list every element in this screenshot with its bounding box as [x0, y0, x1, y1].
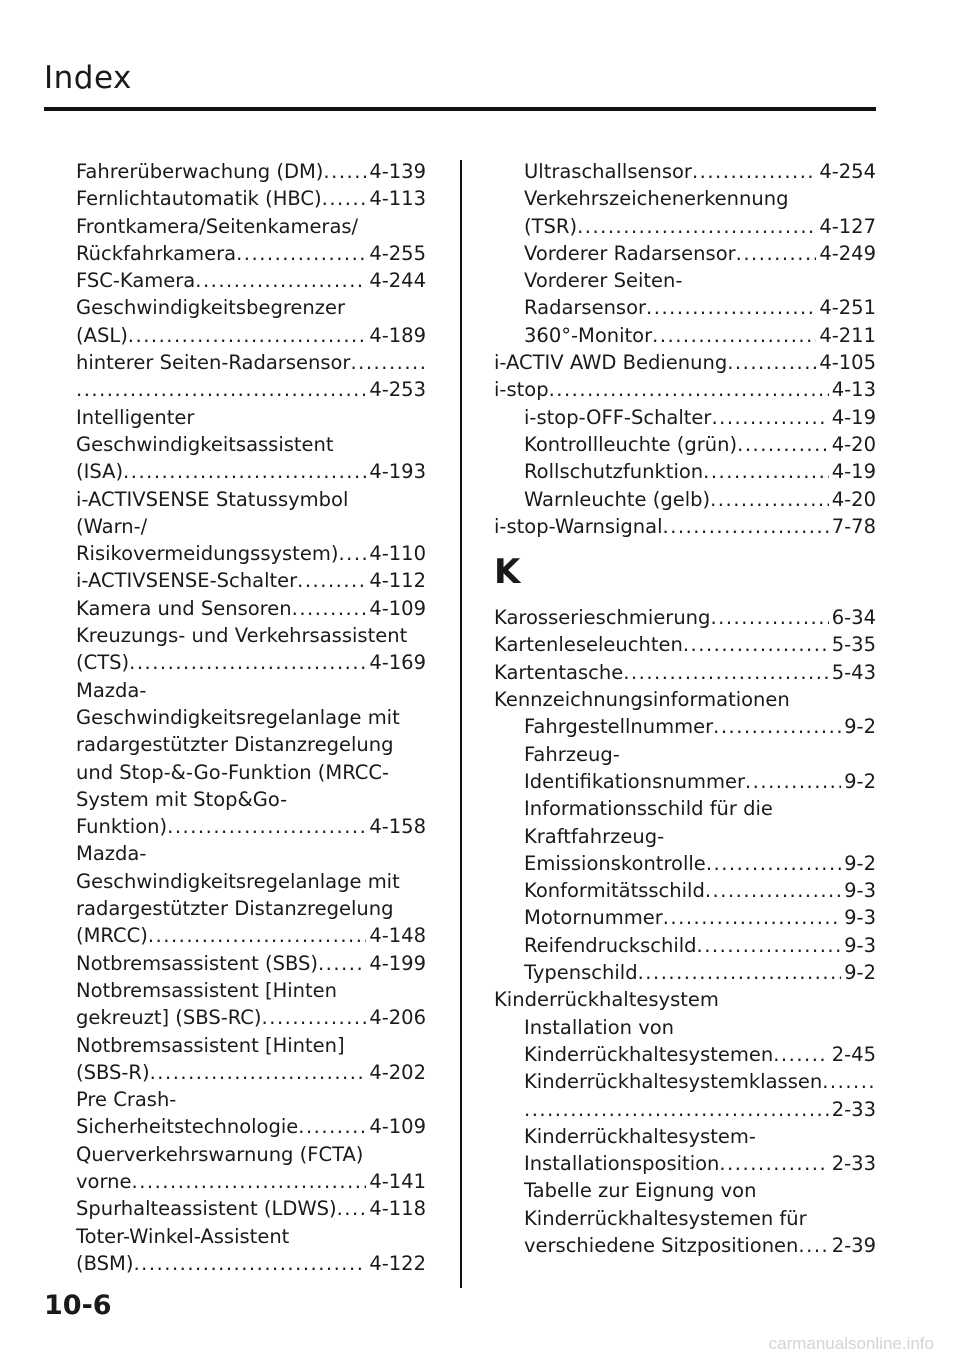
index-entry [76, 840, 426, 867]
index-entry-label: Radarsensor [524, 296, 647, 320]
index-entry-label: Emissionskontrolle [524, 851, 706, 875]
index-entry-label: Identifikationsnummer [524, 769, 745, 793]
index-entry [76, 649, 426, 676]
index-entry-label: Notbremsassistent [Hinten] [76, 1033, 345, 1057]
index-entry-page: 2-33 [831, 1097, 876, 1121]
index-entry [76, 540, 426, 567]
index-entry [494, 1068, 876, 1095]
index-entry-label: Fahrerüberwachung (DM) [76, 160, 324, 183]
index-entry-label: Kinderrückhaltesystem [494, 988, 719, 1012]
index-entry-label: Vorderer Seiten- [524, 269, 683, 293]
index-entry-label: Reifendruckschild [524, 933, 697, 957]
index-entry [494, 904, 876, 931]
dot-leader [133, 1250, 366, 1277]
index-entry [76, 1004, 426, 1031]
index-entry [494, 1177, 876, 1204]
page-number: 10-6 [44, 1290, 112, 1321]
index-entry-page: 5-43 [831, 660, 876, 684]
index-entry-label: Rollschutzfunktion [524, 460, 704, 484]
dot-leader [577, 213, 816, 240]
index-entry [494, 431, 876, 458]
index-entry [76, 1168, 426, 1195]
index-entry [76, 868, 426, 895]
index-entry-page: 4-202 [369, 1060, 426, 1084]
index-entry-page: 4-148 [369, 924, 426, 948]
index-entry [494, 932, 876, 959]
index-entry-label: Tabelle zur Eignung von [524, 1179, 757, 1203]
index-entry [76, 622, 426, 649]
index-entry-label: Kennzeichnungsinformationen [494, 688, 790, 712]
index-entry-label: (TSR) [524, 214, 578, 238]
dot-leader [236, 240, 366, 267]
dot-leader [663, 904, 841, 931]
index-entry [76, 185, 426, 212]
index-entry-page: 4-13 [831, 378, 876, 402]
index-entry [494, 1123, 876, 1150]
watermark: carmanualsonline.info [768, 1334, 934, 1353]
section-letter-heading: K [494, 552, 521, 593]
index-entry [76, 458, 426, 485]
index-entry-label: Konformitätsschild [524, 879, 705, 903]
index-entry [494, 659, 876, 686]
index-entry [494, 213, 876, 240]
index-entry [494, 322, 876, 349]
index-entry-label: (Warn-/ [76, 514, 148, 538]
index-entry [494, 486, 876, 513]
index-entry [76, 1195, 426, 1222]
index-entry [76, 431, 426, 458]
index-entry [494, 1232, 876, 1259]
dot-leader [350, 349, 426, 376]
index-entry [76, 267, 426, 294]
index-entry-label: Geschwindigkeitsbegrenzer [76, 296, 346, 320]
index-entry-label: i-stop [494, 378, 549, 402]
index-entry [494, 404, 876, 431]
index-entry [494, 376, 876, 403]
dot-leader [132, 1168, 367, 1195]
index-entry [494, 1096, 876, 1123]
index-entry-label: Kreuzungs- und Verkehrsassistent [76, 624, 408, 648]
index-entry-label: i-stop-Warnsignal [494, 514, 663, 538]
dot-leader [76, 376, 366, 403]
index-entry [76, 595, 426, 622]
index-entry [76, 1223, 426, 1250]
index-entry-page: 6-34 [831, 606, 876, 630]
dot-leader [337, 1195, 367, 1222]
index-entry [76, 1250, 426, 1277]
index-entry [494, 1150, 876, 1177]
index-entry-label: Sicherheitstechnologie [76, 1115, 299, 1139]
dot-leader [297, 567, 366, 594]
index-entry-label: Fernlichtautomatik (HBC) [76, 187, 322, 211]
index-entry [494, 741, 876, 768]
index-entry-page: 4-127 [819, 214, 876, 238]
dot-leader [195, 267, 366, 294]
index-entry-label: Rückfahrkamera [76, 241, 237, 265]
index-entry [494, 185, 876, 212]
dot-leader [737, 431, 829, 458]
index-entry-label: Kartentasche [494, 660, 624, 684]
dot-leader [298, 1113, 366, 1140]
dot-leader [703, 458, 829, 485]
dot-leader [652, 322, 816, 349]
index-entry [494, 795, 876, 822]
dot-leader [719, 1150, 828, 1177]
page-title: Index [44, 60, 132, 96]
dot-leader [745, 768, 841, 795]
index-entry-label: Typenschild [524, 961, 638, 985]
index-entry-label: (BSM) [76, 1251, 134, 1275]
index-entry-page: 9-3 [844, 933, 876, 957]
index-entry [76, 677, 426, 704]
index-entry [494, 631, 876, 658]
index-entry-label: Warnleuchte (gelb) [524, 487, 711, 511]
index-entry-page: 2-33 [831, 1152, 876, 1176]
index-entry-label: Frontkamera/Seitenkameras/ [76, 214, 359, 238]
index-entry-label: 360°-Monitor [524, 323, 653, 347]
index-entry-page: 4-169 [369, 651, 426, 675]
index-entry-label: verschiedene Sitzpositionen [524, 1233, 799, 1257]
index-entry [494, 294, 876, 321]
index-entry-page: 4-113 [369, 187, 426, 211]
index-entry-label: Kartenleseleuchten [494, 633, 683, 657]
index-entry [76, 322, 426, 349]
index-entry-page: 4-199 [369, 951, 426, 975]
index-entry-page: 4-20 [831, 487, 876, 511]
index-entry-page: 4-253 [369, 378, 426, 402]
dot-leader [322, 185, 367, 212]
index-entry [494, 686, 876, 713]
index-entry-label: (ISA) [76, 460, 124, 484]
index-entry-page: 4-249 [819, 241, 876, 265]
dot-leader [710, 486, 829, 513]
index-entry-page: 4-122 [369, 1251, 426, 1275]
index-entry [76, 759, 426, 786]
index-entry-label: Geschwindigkeitsassistent [76, 432, 334, 456]
index-entry-label: Spurhalteassistent (LDWS) [76, 1197, 337, 1221]
index-entry [76, 1032, 426, 1059]
index-entry-page: 9-2 [844, 715, 876, 739]
dot-leader [167, 813, 366, 840]
index-entry-label: System mit Stop&Go- [76, 787, 288, 811]
index-entry-page: 4-109 [369, 596, 426, 620]
index-entry-label: Geschwindigkeitsregelanlage mit [76, 705, 400, 729]
index-entry-label: Installationsposition [524, 1152, 720, 1176]
index-entry-label: Kinderrückhaltesystem- [524, 1124, 756, 1148]
index-entry [494, 823, 876, 850]
index-entry-label: Toter-Winkel-Assistent [76, 1224, 290, 1248]
index-entry-page: 7-78 [831, 514, 876, 538]
index-entry [494, 768, 876, 795]
index-entry [76, 213, 426, 240]
index-entry-label: Notbremsassistent (SBS) [76, 951, 318, 975]
index-entry [494, 850, 876, 877]
dot-leader [705, 877, 841, 904]
dot-leader [123, 458, 366, 485]
index-entry-label: Kontrollleuchte (grün) [524, 432, 738, 456]
index-entry-label: Funktion) [76, 815, 168, 839]
dot-leader [692, 158, 816, 185]
index-entry-label: (MRCC) [76, 924, 148, 948]
index-entry [494, 959, 876, 986]
index-entry-page: 4-189 [369, 323, 426, 347]
index-entry-label: gekreuzt] (SBS-RC) [76, 1006, 262, 1030]
index-entry-label: Ultraschallsensor [524, 160, 692, 183]
index-entry [494, 877, 876, 904]
index-entry-label: Installation von [524, 1015, 675, 1039]
index-column-left [76, 158, 426, 1277]
dot-leader [713, 713, 841, 740]
dot-leader [338, 540, 366, 567]
index-entry-page: 9-2 [844, 851, 876, 875]
index-entry-label: radargestützter Distanzregelung [76, 733, 394, 757]
index-entry [76, 1059, 426, 1086]
index-entry-label: Kinderrückhaltesystemklassen [524, 1070, 823, 1094]
dot-leader [129, 649, 366, 676]
index-entry-label: Kraftfahrzeug- [524, 824, 665, 848]
index-entry-label: i-ACTIVSENSE-Schalter [76, 569, 298, 593]
index-entry-label: Verkehrszeichenerkennung [524, 187, 789, 211]
index-entry [76, 977, 426, 1004]
index-entry-label: Kinderrückhaltesystemen für [524, 1206, 807, 1230]
index-entry-label: Vorderer Radarsensor [524, 241, 736, 265]
index-entry [76, 704, 426, 731]
index-entry-label: Intelligenter [76, 405, 195, 429]
index-entry-label: (CTS) [76, 651, 130, 675]
dot-leader [706, 850, 841, 877]
dot-leader [646, 294, 816, 321]
index-entry-page: 4-193 [369, 460, 426, 484]
index-entry-label: Informationsschild für die [524, 797, 773, 821]
index-entry-label: i-ACTIVSENSE Statussymbol [76, 487, 349, 511]
index-entry [76, 404, 426, 431]
dot-leader [736, 240, 817, 267]
dot-leader [798, 1232, 828, 1259]
dot-leader [623, 659, 828, 686]
index-entry-label: Kinderrückhaltesystemen [524, 1042, 774, 1066]
index-entry-page: 4-20 [831, 432, 876, 456]
dot-leader [727, 349, 816, 376]
dot-leader [318, 950, 366, 977]
index-entry [494, 1014, 876, 1041]
index-entry-page: 2-39 [831, 1233, 876, 1257]
index-entry [76, 294, 426, 321]
dot-leader [638, 959, 842, 986]
index-entry-label: i-ACTIV AWD Bedienung [494, 351, 728, 375]
header-rule [44, 107, 876, 111]
index-entry [76, 486, 426, 513]
index-entry-label: hinterer Seiten-Radarsensor [76, 351, 351, 375]
index-entry-page: 9-2 [844, 961, 876, 985]
index-entry-page: 4-244 [369, 269, 426, 293]
index-entry-page: 4-19 [831, 405, 876, 429]
index-entry-label: vorne [76, 1169, 132, 1193]
index-entry [494, 240, 876, 267]
dot-leader [524, 1096, 829, 1123]
index-entry-page: 4-158 [369, 815, 426, 839]
index-entry [494, 458, 876, 485]
dot-leader [323, 158, 366, 185]
index-entry-page: 4-109 [369, 1115, 426, 1139]
dot-leader [710, 604, 828, 631]
index-entry [76, 813, 426, 840]
index-entry [494, 513, 876, 540]
index-entry [76, 376, 426, 403]
column-divider [460, 160, 462, 1288]
index-entry [494, 267, 876, 294]
index-entry-page: 4-110 [369, 542, 426, 566]
index-entry [76, 513, 426, 540]
index-entry-page: 4-118 [369, 1197, 426, 1221]
index-entry [76, 349, 426, 376]
index-entry [76, 1141, 426, 1168]
index-entry-label: und Stop-&-Go-Funktion (MRCC- [76, 760, 390, 784]
index-entry-label: Kamera und Sensoren [76, 596, 292, 620]
index-entry-label: Risikovermeidungssystem) [76, 542, 339, 566]
index-entry-label: (SBS-R) [76, 1060, 150, 1084]
index-entry-label: Mazda- [76, 678, 147, 702]
index-entry-label: Fahrgestellnummer [524, 715, 714, 739]
index-entry-page: 9-3 [844, 879, 876, 903]
index-entry [76, 731, 426, 758]
index-entry-page: 4-139 [369, 160, 426, 183]
index-entry-page: 9-3 [844, 906, 876, 930]
index-entry-label: Querverkehrswarnung (FCTA) [76, 1142, 364, 1166]
index-entry [494, 1041, 876, 1068]
index-entry-page: 2-45 [831, 1042, 876, 1066]
index-entry [76, 158, 426, 185]
index-entry [76, 895, 426, 922]
dot-leader [697, 932, 842, 959]
index-entry-page: 4-254 [819, 160, 876, 183]
index-entry-label: Pre Crash- [76, 1088, 177, 1112]
index-entry [76, 240, 426, 267]
index-entry [76, 786, 426, 813]
index-entry-page: 4-19 [831, 460, 876, 484]
index-entry [76, 1113, 426, 1140]
index-entry-page: 4-112 [369, 569, 426, 593]
index-entry [494, 1205, 876, 1232]
index-entry-label: Karosserieschmierung [494, 606, 711, 630]
dot-leader [773, 1041, 829, 1068]
index-entry-label: i-stop-OFF-Schalter [524, 405, 712, 429]
index-entry-label: Notbremsassistent [Hinten [76, 978, 338, 1002]
index-entry-page: 4-255 [369, 241, 426, 265]
index-entry-page: 5-35 [831, 633, 876, 657]
index-entry-page: 4-206 [369, 1006, 426, 1030]
dot-leader [549, 376, 829, 403]
index-entry [76, 1086, 426, 1113]
dot-leader [148, 922, 366, 949]
dot-leader [683, 631, 829, 658]
dot-leader [262, 1004, 367, 1031]
index-entry [494, 349, 876, 376]
index-entry [494, 604, 876, 631]
index-entry [494, 158, 876, 185]
index-entry-label: Fahrzeug- [524, 742, 620, 766]
index-entry-page: 9-2 [844, 769, 876, 793]
index-column-right [494, 158, 876, 1259]
index-entry-label: radargestützter Distanzregelung [76, 897, 394, 921]
index-entry-label: (ASL) [76, 323, 128, 347]
index-entry-page: 4-105 [819, 351, 876, 375]
index-entry [76, 567, 426, 594]
index-entry-label: Motornummer [524, 906, 663, 930]
dot-leader [711, 404, 828, 431]
dot-leader [663, 513, 829, 540]
dot-leader [128, 322, 367, 349]
index-entry-page: 4-251 [819, 296, 876, 320]
dot-leader [292, 595, 367, 622]
dot-leader [822, 1068, 876, 1095]
index-entry-label: FSC-Kamera [76, 269, 196, 293]
index-entry-page: 4-141 [369, 1169, 426, 1193]
index-entry-label: Geschwindigkeitsregelanlage mit [76, 869, 400, 893]
index-entry [494, 986, 876, 1013]
index-entry-label: Mazda- [76, 842, 147, 866]
index-entry-page: 4-211 [819, 323, 876, 347]
index-entry [76, 922, 426, 949]
index-entry [494, 713, 876, 740]
index-entry [76, 950, 426, 977]
dot-leader [150, 1059, 367, 1086]
